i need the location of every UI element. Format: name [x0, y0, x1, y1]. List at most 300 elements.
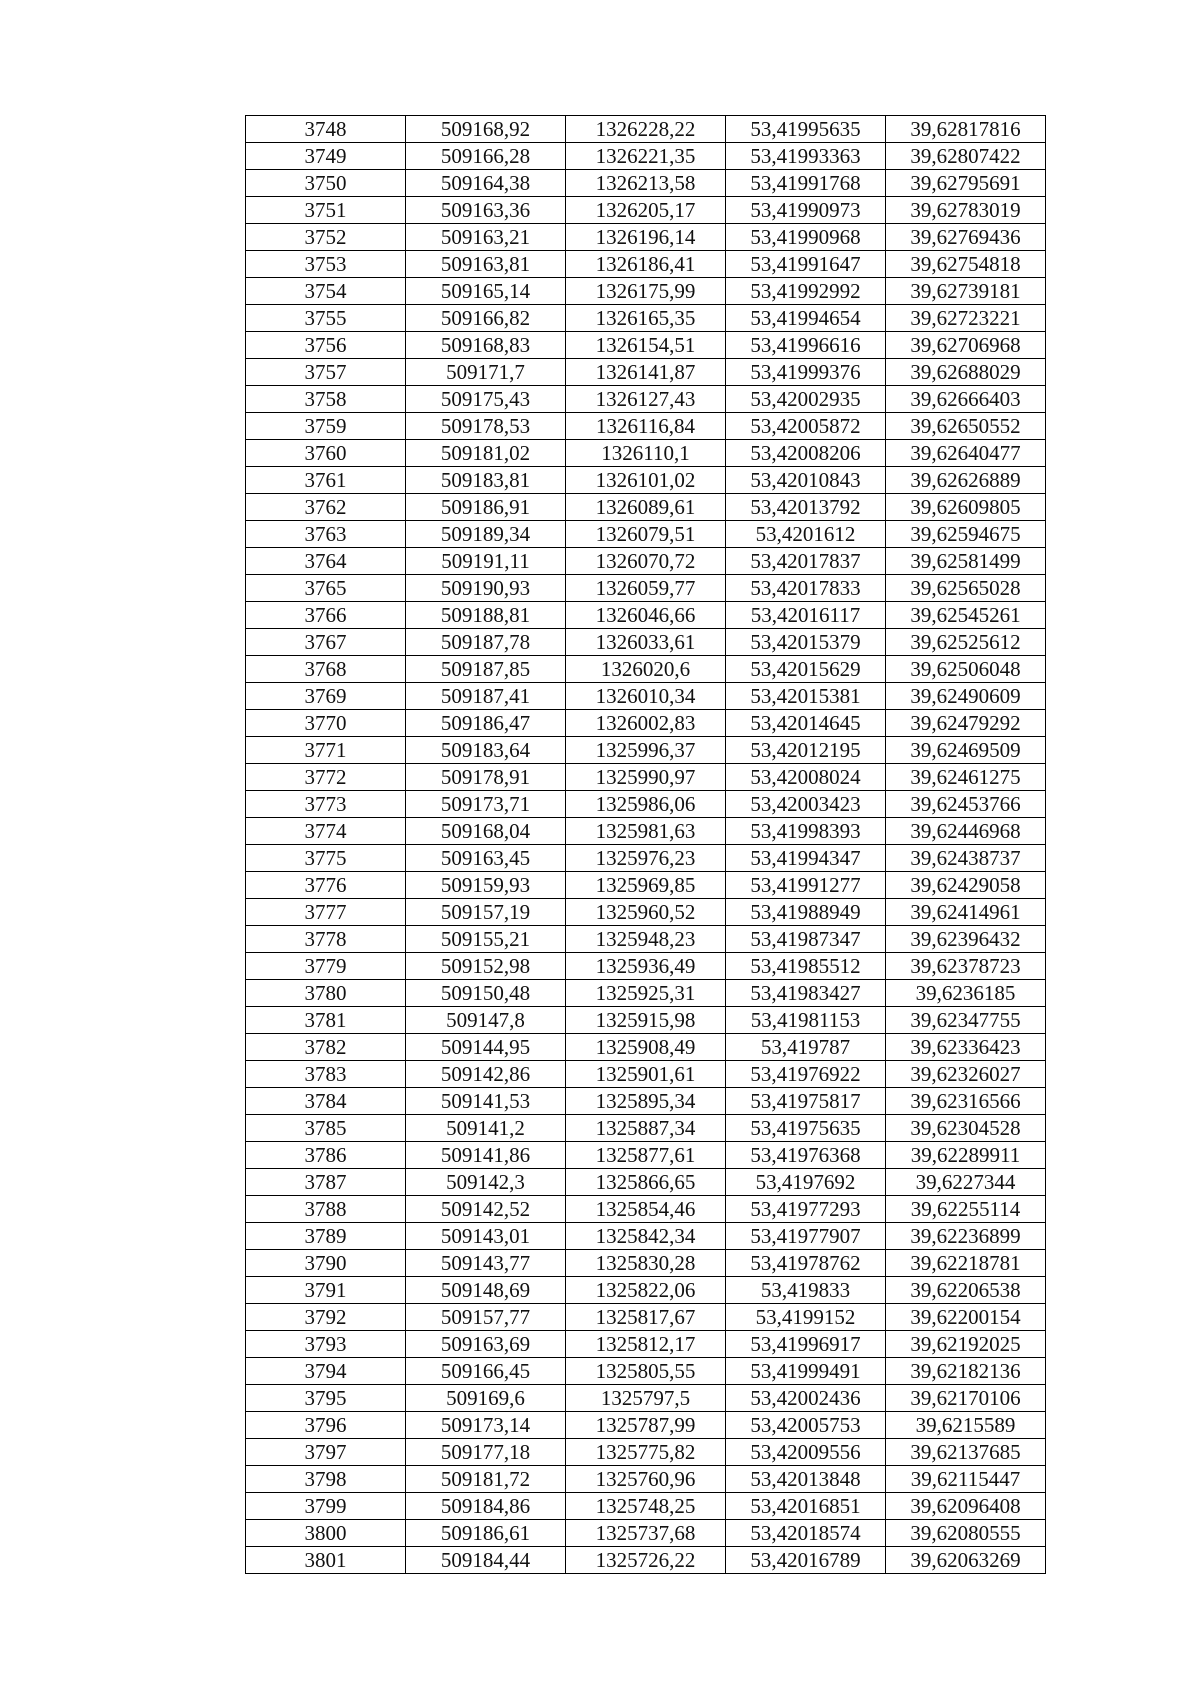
y-coordinate-cell: 1325969,85	[566, 872, 726, 899]
x-coordinate-cell: 509186,47	[406, 710, 566, 737]
table-row	[246, 1142, 1046, 1169]
y-coordinate-cell: 1326154,51	[566, 332, 726, 359]
latitude-cell: 53,419787	[726, 1034, 886, 1061]
table-row	[246, 1493, 1046, 1520]
point-number-cell: 3761	[246, 467, 406, 494]
point-number-cell: 3757	[246, 359, 406, 386]
y-coordinate-cell: 1325830,28	[566, 1250, 726, 1277]
latitude-cell: 53,42016789	[726, 1547, 886, 1574]
y-coordinate-cell: 1325797,5	[566, 1385, 726, 1412]
table-row	[246, 1007, 1046, 1034]
y-coordinate-cell: 1326002,83	[566, 710, 726, 737]
longitude-cell: 39,62170106	[886, 1385, 1046, 1412]
table-body	[246, 116, 1046, 1574]
y-coordinate-cell: 1325990,97	[566, 764, 726, 791]
point-number-cell: 3795	[246, 1385, 406, 1412]
point-number-cell: 3781	[246, 1007, 406, 1034]
table-row	[246, 1277, 1046, 1304]
point-number-cell: 3788	[246, 1196, 406, 1223]
point-number-cell: 3789	[246, 1223, 406, 1250]
x-coordinate-cell: 509157,19	[406, 899, 566, 926]
x-coordinate-cell: 509142,3	[406, 1169, 566, 1196]
point-number-cell: 3776	[246, 872, 406, 899]
latitude-cell: 53,42017837	[726, 548, 886, 575]
latitude-cell: 53,41981153	[726, 1007, 886, 1034]
table-row	[246, 1169, 1046, 1196]
latitude-cell: 53,41996616	[726, 332, 886, 359]
latitude-cell: 53,42015381	[726, 683, 886, 710]
x-coordinate-cell: 509152,98	[406, 953, 566, 980]
point-number-cell: 3790	[246, 1250, 406, 1277]
y-coordinate-cell: 1325986,06	[566, 791, 726, 818]
longitude-cell: 39,62594675	[886, 521, 1046, 548]
x-coordinate-cell: 509148,69	[406, 1277, 566, 1304]
table-row	[246, 926, 1046, 953]
longitude-cell: 39,62096408	[886, 1493, 1046, 1520]
longitude-cell: 39,62640477	[886, 440, 1046, 467]
x-coordinate-cell: 509177,18	[406, 1439, 566, 1466]
latitude-cell: 53,42017833	[726, 575, 886, 602]
point-number-cell: 3783	[246, 1061, 406, 1088]
table-row	[246, 197, 1046, 224]
y-coordinate-cell: 1326175,99	[566, 278, 726, 305]
y-coordinate-cell: 1325726,22	[566, 1547, 726, 1574]
longitude-cell: 39,62396432	[886, 926, 1046, 953]
y-coordinate-cell: 1325901,61	[566, 1061, 726, 1088]
x-coordinate-cell: 509173,14	[406, 1412, 566, 1439]
latitude-cell: 53,42010843	[726, 467, 886, 494]
longitude-cell: 39,62347755	[886, 1007, 1046, 1034]
x-coordinate-cell: 509168,04	[406, 818, 566, 845]
latitude-cell: 53,41983427	[726, 980, 886, 1007]
latitude-cell: 53,42012195	[726, 737, 886, 764]
latitude-cell: 53,41977293	[726, 1196, 886, 1223]
x-coordinate-cell: 509191,11	[406, 548, 566, 575]
table-row	[246, 1223, 1046, 1250]
table-row	[246, 872, 1046, 899]
y-coordinate-cell: 1325866,65	[566, 1169, 726, 1196]
y-coordinate-cell: 1325976,23	[566, 845, 726, 872]
table-row	[246, 1061, 1046, 1088]
x-coordinate-cell: 509142,86	[406, 1061, 566, 1088]
table-row	[246, 467, 1046, 494]
longitude-cell: 39,62192025	[886, 1331, 1046, 1358]
y-coordinate-cell: 1325775,82	[566, 1439, 726, 1466]
y-coordinate-cell: 1325981,63	[566, 818, 726, 845]
y-coordinate-cell: 1326101,02	[566, 467, 726, 494]
latitude-cell: 53,42015379	[726, 629, 886, 656]
table-row	[246, 1196, 1046, 1223]
y-coordinate-cell: 1326046,66	[566, 602, 726, 629]
longitude-cell: 39,62453766	[886, 791, 1046, 818]
x-coordinate-cell: 509143,01	[406, 1223, 566, 1250]
y-coordinate-cell: 1325748,25	[566, 1493, 726, 1520]
table-row	[246, 1304, 1046, 1331]
table-row	[246, 629, 1046, 656]
point-number-cell: 3758	[246, 386, 406, 413]
latitude-cell: 53,42008206	[726, 440, 886, 467]
y-coordinate-cell: 1326110,1	[566, 440, 726, 467]
latitude-cell: 53,41975635	[726, 1115, 886, 1142]
y-coordinate-cell: 1325996,37	[566, 737, 726, 764]
longitude-cell: 39,62650552	[886, 413, 1046, 440]
x-coordinate-cell: 509141,2	[406, 1115, 566, 1142]
y-coordinate-cell: 1326079,51	[566, 521, 726, 548]
y-coordinate-cell: 1326127,43	[566, 386, 726, 413]
longitude-cell: 39,62545261	[886, 602, 1046, 629]
x-coordinate-cell: 509165,14	[406, 278, 566, 305]
y-coordinate-cell: 1325760,96	[566, 1466, 726, 1493]
y-coordinate-cell: 1326059,77	[566, 575, 726, 602]
point-number-cell: 3794	[246, 1358, 406, 1385]
y-coordinate-cell: 1326010,34	[566, 683, 726, 710]
latitude-cell: 53,41990968	[726, 224, 886, 251]
table-row	[246, 251, 1046, 278]
y-coordinate-cell: 1325925,31	[566, 980, 726, 1007]
x-coordinate-cell: 509164,38	[406, 170, 566, 197]
point-number-cell: 3755	[246, 305, 406, 332]
longitude-cell: 39,62236899	[886, 1223, 1046, 1250]
point-number-cell: 3759	[246, 413, 406, 440]
longitude-cell: 39,62438737	[886, 845, 1046, 872]
point-number-cell: 3798	[246, 1466, 406, 1493]
longitude-cell: 39,62769436	[886, 224, 1046, 251]
x-coordinate-cell: 509186,91	[406, 494, 566, 521]
longitude-cell: 39,62326027	[886, 1061, 1046, 1088]
longitude-cell: 39,62414961	[886, 899, 1046, 926]
x-coordinate-cell: 509183,81	[406, 467, 566, 494]
longitude-cell: 39,62461275	[886, 764, 1046, 791]
point-number-cell: 3764	[246, 548, 406, 575]
longitude-cell: 39,62807422	[886, 143, 1046, 170]
point-number-cell: 3771	[246, 737, 406, 764]
table-row	[246, 1358, 1046, 1385]
table-row	[246, 1115, 1046, 1142]
table-row	[246, 1547, 1046, 1574]
point-number-cell: 3748	[246, 116, 406, 143]
latitude-cell: 53,41991647	[726, 251, 886, 278]
longitude-cell: 39,62336423	[886, 1034, 1046, 1061]
table-row	[246, 899, 1046, 926]
point-number-cell: 3749	[246, 143, 406, 170]
table-row	[246, 548, 1046, 575]
table-row	[246, 305, 1046, 332]
table-row	[246, 737, 1046, 764]
point-number-cell: 3774	[246, 818, 406, 845]
x-coordinate-cell: 509163,36	[406, 197, 566, 224]
x-coordinate-cell: 509163,81	[406, 251, 566, 278]
table-row	[246, 1385, 1046, 1412]
table-row	[246, 1034, 1046, 1061]
latitude-cell: 53,41975817	[726, 1088, 886, 1115]
y-coordinate-cell: 1326116,84	[566, 413, 726, 440]
point-number-cell: 3793	[246, 1331, 406, 1358]
longitude-cell: 39,6227344	[886, 1169, 1046, 1196]
longitude-cell: 39,62795691	[886, 170, 1046, 197]
y-coordinate-cell: 1325822,06	[566, 1277, 726, 1304]
table-row	[246, 575, 1046, 602]
point-number-cell: 3777	[246, 899, 406, 926]
x-coordinate-cell: 509184,86	[406, 1493, 566, 1520]
x-coordinate-cell: 509157,77	[406, 1304, 566, 1331]
longitude-cell: 39,62218781	[886, 1250, 1046, 1277]
x-coordinate-cell: 509155,21	[406, 926, 566, 953]
table-row	[246, 170, 1046, 197]
table-row	[246, 683, 1046, 710]
longitude-cell: 39,62565028	[886, 575, 1046, 602]
x-coordinate-cell: 509141,86	[406, 1142, 566, 1169]
point-number-cell: 3754	[246, 278, 406, 305]
longitude-cell: 39,62316566	[886, 1088, 1046, 1115]
table-row	[246, 656, 1046, 683]
y-coordinate-cell: 1326070,72	[566, 548, 726, 575]
latitude-cell: 53,41992992	[726, 278, 886, 305]
point-number-cell: 3769	[246, 683, 406, 710]
x-coordinate-cell: 509168,83	[406, 332, 566, 359]
latitude-cell: 53,41994347	[726, 845, 886, 872]
x-coordinate-cell: 509183,64	[406, 737, 566, 764]
y-coordinate-cell: 1326020,6	[566, 656, 726, 683]
longitude-cell: 39,62206538	[886, 1277, 1046, 1304]
latitude-cell: 53,42016851	[726, 1493, 886, 1520]
point-number-cell: 3767	[246, 629, 406, 656]
x-coordinate-cell: 509150,48	[406, 980, 566, 1007]
point-number-cell: 3778	[246, 926, 406, 953]
longitude-cell: 39,62063269	[886, 1547, 1046, 1574]
x-coordinate-cell: 509181,72	[406, 1466, 566, 1493]
y-coordinate-cell: 1325877,61	[566, 1142, 726, 1169]
y-coordinate-cell: 1326205,17	[566, 197, 726, 224]
latitude-cell: 53,41978762	[726, 1250, 886, 1277]
latitude-cell: 53,42013848	[726, 1466, 886, 1493]
point-number-cell: 3787	[246, 1169, 406, 1196]
y-coordinate-cell: 1325908,49	[566, 1034, 726, 1061]
table-row	[246, 494, 1046, 521]
table-row	[246, 1088, 1046, 1115]
point-number-cell: 3762	[246, 494, 406, 521]
longitude-cell: 39,62378723	[886, 953, 1046, 980]
point-number-cell: 3765	[246, 575, 406, 602]
table-row	[246, 143, 1046, 170]
coordinates-table	[245, 115, 1046, 1574]
table-row	[246, 710, 1046, 737]
latitude-cell: 53,42018574	[726, 1520, 886, 1547]
y-coordinate-cell: 1325812,17	[566, 1331, 726, 1358]
longitude-cell: 39,62817816	[886, 116, 1046, 143]
latitude-cell: 53,41995635	[726, 116, 886, 143]
table-row	[246, 440, 1046, 467]
latitude-cell: 53,41996917	[726, 1331, 886, 1358]
x-coordinate-cell: 509188,81	[406, 602, 566, 629]
table-row	[246, 818, 1046, 845]
point-number-cell: 3773	[246, 791, 406, 818]
point-number-cell: 3796	[246, 1412, 406, 1439]
table-row	[246, 980, 1046, 1007]
latitude-cell: 53,41990973	[726, 197, 886, 224]
y-coordinate-cell: 1325936,49	[566, 953, 726, 980]
latitude-cell: 53,42008024	[726, 764, 886, 791]
point-number-cell: 3786	[246, 1142, 406, 1169]
point-number-cell: 3785	[246, 1115, 406, 1142]
y-coordinate-cell: 1326186,41	[566, 251, 726, 278]
latitude-cell: 53,4201612	[726, 521, 886, 548]
latitude-cell: 53,41991277	[726, 872, 886, 899]
longitude-cell: 39,62200154	[886, 1304, 1046, 1331]
longitude-cell: 39,62609805	[886, 494, 1046, 521]
point-number-cell: 3799	[246, 1493, 406, 1520]
longitude-cell: 39,62429058	[886, 872, 1046, 899]
point-number-cell: 3800	[246, 1520, 406, 1547]
y-coordinate-cell: 1325960,52	[566, 899, 726, 926]
table-row	[246, 278, 1046, 305]
table-row	[246, 1466, 1046, 1493]
x-coordinate-cell: 509187,85	[406, 656, 566, 683]
point-number-cell: 3763	[246, 521, 406, 548]
y-coordinate-cell: 1326221,35	[566, 143, 726, 170]
x-coordinate-cell: 509163,21	[406, 224, 566, 251]
table-row	[246, 116, 1046, 143]
table-row	[246, 953, 1046, 980]
x-coordinate-cell: 509159,93	[406, 872, 566, 899]
latitude-cell: 53,419833	[726, 1277, 886, 1304]
latitude-cell: 53,41977907	[726, 1223, 886, 1250]
longitude-cell: 39,62754818	[886, 251, 1046, 278]
point-number-cell: 3779	[246, 953, 406, 980]
x-coordinate-cell: 509173,71	[406, 791, 566, 818]
y-coordinate-cell: 1325895,34	[566, 1088, 726, 1115]
longitude-cell: 39,62137685	[886, 1439, 1046, 1466]
latitude-cell: 53,42003423	[726, 791, 886, 818]
latitude-cell: 53,41985512	[726, 953, 886, 980]
latitude-cell: 53,41993363	[726, 143, 886, 170]
table-row	[246, 1250, 1046, 1277]
point-number-cell: 3784	[246, 1088, 406, 1115]
longitude-cell: 39,62706968	[886, 332, 1046, 359]
point-number-cell: 3775	[246, 845, 406, 872]
x-coordinate-cell: 509163,69	[406, 1331, 566, 1358]
longitude-cell: 39,62469509	[886, 737, 1046, 764]
latitude-cell: 53,41976368	[726, 1142, 886, 1169]
table-row	[246, 845, 1046, 872]
table-row	[246, 602, 1046, 629]
y-coordinate-cell: 1325915,98	[566, 1007, 726, 1034]
y-coordinate-cell: 1325787,99	[566, 1412, 726, 1439]
x-coordinate-cell: 509178,53	[406, 413, 566, 440]
x-coordinate-cell: 509187,78	[406, 629, 566, 656]
table-row	[246, 521, 1046, 548]
x-coordinate-cell: 509189,34	[406, 521, 566, 548]
latitude-cell: 53,42002935	[726, 386, 886, 413]
y-coordinate-cell: 1325854,46	[566, 1196, 726, 1223]
y-coordinate-cell: 1326228,22	[566, 116, 726, 143]
table-row	[246, 386, 1046, 413]
latitude-cell: 53,4199152	[726, 1304, 886, 1331]
y-coordinate-cell: 1326089,61	[566, 494, 726, 521]
point-number-cell: 3770	[246, 710, 406, 737]
latitude-cell: 53,41994654	[726, 305, 886, 332]
latitude-cell: 53,42005872	[726, 413, 886, 440]
latitude-cell: 53,41998393	[726, 818, 886, 845]
latitude-cell: 53,41987347	[726, 926, 886, 953]
x-coordinate-cell: 509181,02	[406, 440, 566, 467]
table-row	[246, 1331, 1046, 1358]
x-coordinate-cell: 509175,43	[406, 386, 566, 413]
latitude-cell: 53,41999376	[726, 359, 886, 386]
longitude-cell: 39,62688029	[886, 359, 1046, 386]
longitude-cell: 39,62490609	[886, 683, 1046, 710]
y-coordinate-cell: 1326141,87	[566, 359, 726, 386]
x-coordinate-cell: 509142,52	[406, 1196, 566, 1223]
x-coordinate-cell: 509190,93	[406, 575, 566, 602]
x-coordinate-cell: 509147,8	[406, 1007, 566, 1034]
y-coordinate-cell: 1325737,68	[566, 1520, 726, 1547]
point-number-cell: 3751	[246, 197, 406, 224]
x-coordinate-cell: 509143,77	[406, 1250, 566, 1277]
longitude-cell: 39,6236185	[886, 980, 1046, 1007]
y-coordinate-cell: 1326165,35	[566, 305, 726, 332]
longitude-cell: 39,62115447	[886, 1466, 1046, 1493]
y-coordinate-cell: 1325817,67	[566, 1304, 726, 1331]
latitude-cell: 53,42013792	[726, 494, 886, 521]
latitude-cell: 53,42002436	[726, 1385, 886, 1412]
longitude-cell: 39,6215589	[886, 1412, 1046, 1439]
y-coordinate-cell: 1325887,34	[566, 1115, 726, 1142]
y-coordinate-cell: 1326213,58	[566, 170, 726, 197]
x-coordinate-cell: 509178,91	[406, 764, 566, 791]
point-number-cell: 3752	[246, 224, 406, 251]
table-row	[246, 791, 1046, 818]
longitude-cell: 39,62182136	[886, 1358, 1046, 1385]
longitude-cell: 39,62255114	[886, 1196, 1046, 1223]
latitude-cell: 53,41976922	[726, 1061, 886, 1088]
point-number-cell: 3772	[246, 764, 406, 791]
table-row	[246, 1439, 1046, 1466]
point-number-cell: 3756	[246, 332, 406, 359]
latitude-cell: 53,41988949	[726, 899, 886, 926]
x-coordinate-cell: 509163,45	[406, 845, 566, 872]
x-coordinate-cell: 509169,6	[406, 1385, 566, 1412]
longitude-cell: 39,62723221	[886, 305, 1046, 332]
latitude-cell: 53,42009556	[726, 1439, 886, 1466]
table-row	[246, 764, 1046, 791]
point-number-cell: 3782	[246, 1034, 406, 1061]
point-number-cell: 3753	[246, 251, 406, 278]
latitude-cell: 53,42016117	[726, 602, 886, 629]
longitude-cell: 39,62783019	[886, 197, 1046, 224]
latitude-cell: 53,42014645	[726, 710, 886, 737]
latitude-cell: 53,41991768	[726, 170, 886, 197]
point-number-cell: 3768	[246, 656, 406, 683]
x-coordinate-cell: 509171,7	[406, 359, 566, 386]
x-coordinate-cell: 509168,92	[406, 116, 566, 143]
table-row	[246, 224, 1046, 251]
table-row	[246, 359, 1046, 386]
table-row	[246, 332, 1046, 359]
point-number-cell: 3750	[246, 170, 406, 197]
point-number-cell: 3801	[246, 1547, 406, 1574]
longitude-cell: 39,62446968	[886, 818, 1046, 845]
table-row	[246, 1412, 1046, 1439]
latitude-cell: 53,4197692	[726, 1169, 886, 1196]
x-coordinate-cell: 509166,45	[406, 1358, 566, 1385]
table-row	[246, 1520, 1046, 1547]
latitude-cell: 53,41999491	[726, 1358, 886, 1385]
point-number-cell: 3797	[246, 1439, 406, 1466]
latitude-cell: 53,42015629	[726, 656, 886, 683]
y-coordinate-cell: 1326196,14	[566, 224, 726, 251]
x-coordinate-cell: 509186,61	[406, 1520, 566, 1547]
longitude-cell: 39,62666403	[886, 386, 1046, 413]
